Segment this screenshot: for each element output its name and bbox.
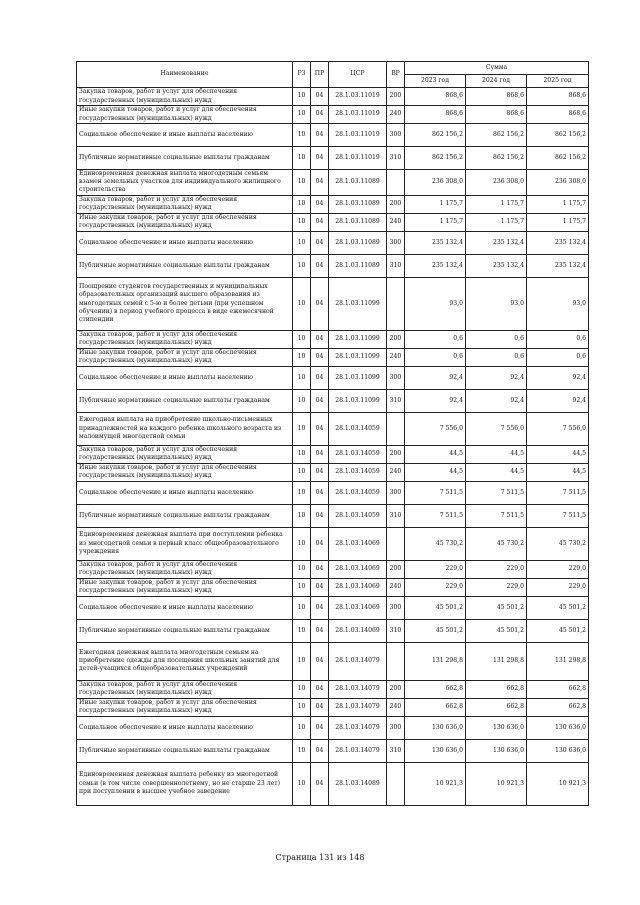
cell-v2025: 229,0: [527, 560, 589, 578]
cell-csr: 28.1.03.14059: [329, 463, 387, 481]
cell-name: Единовременная денежная выплата ребенку из многодетной семьи (в том числе совершеннолетнему, но не старше 23 лет) при поступлении в высшее учебное заведение: [77, 762, 293, 805]
cell-v2024: 44,5: [466, 445, 527, 463]
cell-csr: 28.1.03.11089: [329, 213, 387, 231]
cell-pr: 04: [311, 88, 329, 106]
header-csr: ЦСР: [329, 62, 387, 88]
cell-v2025: 229,0: [527, 578, 589, 596]
cell-vr: 240: [387, 463, 405, 481]
cell-name: Иные закупки товаров, работ и услуг для обеспечения государственных (муниципальных) нужд: [77, 698, 293, 716]
cell-name: Социальное обеспечение и иные выплаты населению: [77, 231, 293, 254]
table-row: [77, 698, 589, 716]
cell-pr: 04: [311, 254, 329, 277]
cell-name: Публичные нормативные социальные выплаты гражданам: [77, 147, 293, 170]
cell-csr: 28.1.03.14079: [329, 642, 387, 680]
cell-v2024: 0,6: [466, 330, 527, 348]
cell-v2025: 662,8: [527, 698, 589, 716]
cell-csr: 28.1.03.14079: [329, 739, 387, 762]
cell-name: Поощрение студентов государственных и муниципальных образовательных организаций высшего образования из многодетных семей с 5-ю и более детьми (при успешном обучении) в период учебного процесса в виде ежемесячной стипендии: [77, 277, 293, 330]
cell-v2025: 10 921,3: [527, 762, 589, 805]
table-row: [77, 504, 589, 527]
table-row: [77, 254, 589, 277]
cell-v2025: 45 501,2: [527, 596, 589, 619]
cell-name: Закупка товаров, работ и услуг для обеспечения государственных (муниципальных) нужд: [77, 445, 293, 463]
cell-v2025: 235 132,4: [527, 231, 589, 254]
table-row: [77, 147, 589, 170]
header-2023: 2023 год: [405, 75, 466, 88]
cell-pr: 04: [311, 762, 329, 805]
cell-csr: 28.1.03.11099: [329, 389, 387, 412]
cell-v2023: 662,8: [405, 698, 466, 716]
cell-vr: 200: [387, 88, 405, 106]
cell-v2023: 868,6: [405, 88, 466, 106]
cell-v2023: 93,0: [405, 277, 466, 330]
cell-v2023: 45 730,2: [405, 527, 466, 560]
table-row: [77, 527, 589, 560]
cell-pr: 04: [311, 504, 329, 527]
cell-v2023: 7 556,0: [405, 412, 466, 445]
cell-csr: 28.1.03.11099: [329, 277, 387, 330]
cell-v2024: 130 636,0: [466, 716, 527, 739]
cell-csr: 28.1.03.11099: [329, 348, 387, 366]
cell-name: Закупка товаров, работ и услуг для обеспечения государственных (муниципальных) нужд: [77, 88, 293, 106]
cell-name: Социальное обеспечение и иные выплаты населению: [77, 596, 293, 619]
cell-name: Публичные нормативные социальные выплаты гражданам: [77, 254, 293, 277]
header-rz: РЗ: [293, 62, 311, 88]
cell-name: Ежегодная денежная выплата многодетным семьям на приобретение одежды для посещения школьных занятий для детей-учащихся общеобразовательных учреждений: [77, 642, 293, 680]
cell-rz: 10: [293, 481, 311, 504]
cell-vr: 300: [387, 481, 405, 504]
cell-v2024: 7 556,0: [466, 412, 527, 445]
cell-v2023: 130 636,0: [405, 739, 466, 762]
cell-v2023: 44,5: [405, 445, 466, 463]
cell-v2024: 0,6: [466, 348, 527, 366]
cell-v2023: 45 501,2: [405, 596, 466, 619]
cell-rz: 10: [293, 389, 311, 412]
cell-rz: 10: [293, 106, 311, 124]
cell-csr: 28.1.03.11089: [329, 254, 387, 277]
table-header: [77, 62, 589, 88]
cell-v2024: 662,8: [466, 698, 527, 716]
cell-pr: 04: [311, 348, 329, 366]
table-row: [77, 195, 589, 213]
cell-pr: 04: [311, 147, 329, 170]
cell-v2023: 862 156,2: [405, 124, 466, 147]
cell-v2024: 92,4: [466, 366, 527, 389]
cell-name: Публичные нормативные социальные выплаты гражданам: [77, 619, 293, 642]
table-row: [77, 463, 589, 481]
table-row: [77, 88, 589, 106]
table-row: [77, 578, 589, 596]
cell-csr: 28.1.03.14059: [329, 445, 387, 463]
cell-rz: 10: [293, 527, 311, 560]
budget-table: [76, 61, 589, 806]
cell-name: Социальное обеспечение и иные выплаты населению: [77, 124, 293, 147]
cell-v2023: 92,4: [405, 366, 466, 389]
header-name: Наименование: [77, 62, 293, 88]
table-row: [77, 680, 589, 698]
cell-name: Иные закупки товаров, работ и услуг для обеспечения государственных (муниципальных) нужд: [77, 106, 293, 124]
table-row: [77, 619, 589, 642]
cell-name: Социальное обеспечение и иные выплаты населению: [77, 716, 293, 739]
cell-v2025: 862 156,2: [527, 124, 589, 147]
cell-v2024: 44,5: [466, 463, 527, 481]
cell-v2023: 235 132,4: [405, 231, 466, 254]
table-body: [77, 88, 589, 806]
cell-pr: 04: [311, 560, 329, 578]
cell-v2025: 7 556,0: [527, 412, 589, 445]
cell-vr: 300: [387, 716, 405, 739]
cell-v2024: 45 730,2: [466, 527, 527, 560]
table-row: [77, 412, 589, 445]
cell-name: Иные закупки товаров, работ и услуг для обеспечения государственных (муниципальных) нужд: [77, 578, 293, 596]
cell-v2024: 862 156,2: [466, 124, 527, 147]
cell-v2025: 0,6: [527, 348, 589, 366]
header-2025: 2025 год: [527, 75, 589, 88]
cell-pr: 04: [311, 481, 329, 504]
cell-v2024: 662,8: [466, 680, 527, 698]
cell-v2023: 131 298,8: [405, 642, 466, 680]
cell-vr: 200: [387, 680, 405, 698]
cell-rz: 10: [293, 213, 311, 231]
cell-pr: 04: [311, 527, 329, 560]
cell-v2025: 92,4: [527, 366, 589, 389]
cell-vr: 310: [387, 147, 405, 170]
cell-v2024: 1 175,7: [466, 213, 527, 231]
cell-v2024: 10 921,3: [466, 762, 527, 805]
cell-vr: 300: [387, 366, 405, 389]
cell-v2024: 131 298,8: [466, 642, 527, 680]
cell-v2023: 45 501,2: [405, 619, 466, 642]
cell-v2023: 229,0: [405, 560, 466, 578]
cell-rz: 10: [293, 412, 311, 445]
cell-v2025: 130 636,0: [527, 739, 589, 762]
cell-csr: 28.1.03.14069: [329, 596, 387, 619]
cell-pr: 04: [311, 106, 329, 124]
cell-v2025: 92,4: [527, 389, 589, 412]
cell-csr: 28.1.03.14069: [329, 619, 387, 642]
table-row: [77, 330, 589, 348]
cell-vr: 200: [387, 560, 405, 578]
cell-rz: 10: [293, 739, 311, 762]
cell-csr: 28.1.03.11019: [329, 88, 387, 106]
cell-v2025: 130 636,0: [527, 716, 589, 739]
cell-v2025: 1 175,7: [527, 213, 589, 231]
cell-v2024: 45 501,2: [466, 596, 527, 619]
cell-rz: 10: [293, 330, 311, 348]
header-sum: Сумма: [405, 62, 589, 75]
table-row: [77, 213, 589, 231]
cell-vr: 240: [387, 578, 405, 596]
cell-rz: 10: [293, 195, 311, 213]
cell-v2024: 862 156,2: [466, 147, 527, 170]
cell-v2025: 1 175,7: [527, 195, 589, 213]
cell-csr: 28.1.03.14059: [329, 481, 387, 504]
cell-name: Закупка товаров, работ и услуг для обеспечения государственных (муниципальных) нужд: [77, 330, 293, 348]
cell-name: Единовременная денежная выплата при поступлении ребенка из многодетной семьи в первый класс общеобразовательного учреждения: [77, 527, 293, 560]
cell-rz: 10: [293, 124, 311, 147]
cell-csr: 28.1.03.14079: [329, 680, 387, 698]
cell-vr: 310: [387, 254, 405, 277]
cell-v2024: 229,0: [466, 560, 527, 578]
cell-v2023: 130 636,0: [405, 716, 466, 739]
cell-pr: 04: [311, 463, 329, 481]
cell-pr: 04: [311, 698, 329, 716]
cell-csr: 28.1.03.14079: [329, 716, 387, 739]
cell-name: Иные закупки товаров, работ и услуг для обеспечения государственных (муниципальных) нужд: [77, 463, 293, 481]
cell-rz: 10: [293, 348, 311, 366]
cell-csr: 28.1.03.14079: [329, 698, 387, 716]
cell-v2025: 44,5: [527, 463, 589, 481]
cell-csr: 28.1.03.14059: [329, 504, 387, 527]
cell-csr: 28.1.03.11089: [329, 195, 387, 213]
table-row: [77, 642, 589, 680]
cell-v2023: 10 921,3: [405, 762, 466, 805]
cell-vr: 240: [387, 213, 405, 231]
cell-v2024: 868,6: [466, 106, 527, 124]
cell-pr: 04: [311, 277, 329, 330]
cell-rz: 10: [293, 642, 311, 680]
cell-v2025: 131 298,8: [527, 642, 589, 680]
table-row: [77, 348, 589, 366]
cell-csr: 28.1.03.14069: [329, 578, 387, 596]
cell-pr: 04: [311, 596, 329, 619]
cell-csr: 28.1.03.11099: [329, 366, 387, 389]
cell-vr: [387, 170, 405, 196]
cell-pr: 04: [311, 739, 329, 762]
cell-name: Публичные нормативные социальные выплаты гражданам: [77, 739, 293, 762]
cell-vr: 300: [387, 231, 405, 254]
cell-v2023: 44,5: [405, 463, 466, 481]
cell-vr: [387, 642, 405, 680]
cell-v2025: 0,6: [527, 330, 589, 348]
cell-v2024: 236 308,0: [466, 170, 527, 196]
cell-pr: 04: [311, 680, 329, 698]
cell-name: Ежегодная выплата на приобретение школьно-письменных принадлежностей на каждого ребенка школьного возраста из малоимущей многодетной семьи: [77, 412, 293, 445]
cell-csr: 28.1.03.14089: [329, 762, 387, 805]
cell-vr: 300: [387, 124, 405, 147]
cell-name: Публичные нормативные социальные выплаты гражданам: [77, 389, 293, 412]
table-row: [77, 596, 589, 619]
cell-csr: 28.1.03.11089: [329, 231, 387, 254]
table-row: [77, 366, 589, 389]
cell-v2025: 868,6: [527, 106, 589, 124]
cell-pr: 04: [311, 195, 329, 213]
cell-name: Единовременная денежная выплата многодетным семьям взамен земельных участков для индивидуального жилищного строительства: [77, 170, 293, 196]
cell-v2025: 44,5: [527, 445, 589, 463]
table-row: [77, 481, 589, 504]
table-row: [77, 716, 589, 739]
cell-vr: 300: [387, 596, 405, 619]
cell-vr: 200: [387, 195, 405, 213]
cell-rz: 10: [293, 578, 311, 596]
cell-csr: 28.1.03.14059: [329, 412, 387, 445]
cell-v2024: 235 132,4: [466, 254, 527, 277]
header-pr: ПР: [311, 62, 329, 88]
cell-v2023: 868,6: [405, 106, 466, 124]
cell-rz: 10: [293, 680, 311, 698]
cell-v2023: 92,4: [405, 389, 466, 412]
cell-rz: 10: [293, 445, 311, 463]
cell-pr: 04: [311, 213, 329, 231]
cell-rz: 10: [293, 463, 311, 481]
table-row: [77, 560, 589, 578]
cell-pr: 04: [311, 124, 329, 147]
cell-v2023: 0,6: [405, 330, 466, 348]
cell-name: Публичные нормативные социальные выплаты гражданам: [77, 504, 293, 527]
cell-v2024: 93,0: [466, 277, 527, 330]
table-row: [77, 277, 589, 330]
cell-rz: 10: [293, 147, 311, 170]
table-row: [77, 231, 589, 254]
cell-vr: 310: [387, 389, 405, 412]
cell-vr: [387, 527, 405, 560]
table-row: [77, 739, 589, 762]
cell-rz: 10: [293, 596, 311, 619]
cell-v2023: 662,8: [405, 680, 466, 698]
cell-vr: [387, 412, 405, 445]
cell-rz: 10: [293, 698, 311, 716]
cell-vr: 240: [387, 348, 405, 366]
cell-v2023: 1 175,7: [405, 213, 466, 231]
table-row: [77, 389, 589, 412]
cell-rz: 10: [293, 504, 311, 527]
cell-rz: 10: [293, 277, 311, 330]
cell-v2023: 236 308,0: [405, 170, 466, 196]
cell-v2025: 93,0: [527, 277, 589, 330]
cell-rz: 10: [293, 762, 311, 805]
cell-v2025: 662,8: [527, 680, 589, 698]
cell-v2023: 862 156,2: [405, 147, 466, 170]
table-row: [77, 106, 589, 124]
cell-v2024: 7 511,5: [466, 504, 527, 527]
cell-v2025: 236 308,0: [527, 170, 589, 196]
header-vr: ВР: [387, 62, 405, 88]
cell-v2025: 235 132,4: [527, 254, 589, 277]
header-2024: 2024 год: [466, 75, 527, 88]
page-number: Страница 131 из 148: [275, 853, 365, 862]
table-row: [77, 124, 589, 147]
cell-pr: 04: [311, 445, 329, 463]
cell-v2023: 0,6: [405, 348, 466, 366]
cell-pr: 04: [311, 330, 329, 348]
cell-pr: 04: [311, 412, 329, 445]
cell-v2024: 868,6: [466, 88, 527, 106]
cell-csr: 28.1.03.11099: [329, 330, 387, 348]
cell-v2024: 130 636,0: [466, 739, 527, 762]
cell-v2025: 45 501,2: [527, 619, 589, 642]
cell-rz: 10: [293, 88, 311, 106]
cell-csr: 28.1.03.11019: [329, 147, 387, 170]
cell-vr: 240: [387, 698, 405, 716]
cell-vr: 200: [387, 330, 405, 348]
cell-pr: 04: [311, 389, 329, 412]
cell-name: Социальное обеспечение и иные выплаты населению: [77, 366, 293, 389]
table-row: [77, 170, 589, 196]
cell-v2024: 92,4: [466, 389, 527, 412]
table-row: [77, 445, 589, 463]
cell-vr: 240: [387, 106, 405, 124]
cell-vr: 310: [387, 739, 405, 762]
cell-name: Иные закупки товаров, работ и услуг для обеспечения государственных (муниципальных) нужд: [77, 348, 293, 366]
cell-pr: 04: [311, 231, 329, 254]
cell-v2023: 7 511,5: [405, 481, 466, 504]
cell-v2023: 7 511,5: [405, 504, 466, 527]
cell-csr: 28.1.03.14069: [329, 560, 387, 578]
cell-vr: 200: [387, 445, 405, 463]
cell-pr: 04: [311, 170, 329, 196]
cell-vr: [387, 277, 405, 330]
cell-vr: 310: [387, 619, 405, 642]
cell-name: Иные закупки товаров, работ и услуг для обеспечения государственных (муниципальных) нужд: [77, 213, 293, 231]
cell-name: Закупка товаров, работ и услуг для обеспечения государственных (муниципальных) нужд: [77, 680, 293, 698]
cell-pr: 04: [311, 716, 329, 739]
cell-v2025: 862 156,2: [527, 147, 589, 170]
cell-csr: 28.1.03.11019: [329, 124, 387, 147]
cell-v2024: 7 511,5: [466, 481, 527, 504]
cell-v2025: 868,6: [527, 88, 589, 106]
cell-rz: 10: [293, 619, 311, 642]
cell-name: Закупка товаров, работ и услуг для обеспечения государственных (муниципальных) нужд: [77, 195, 293, 213]
cell-rz: 10: [293, 366, 311, 389]
cell-v2024: 45 501,2: [466, 619, 527, 642]
cell-v2025: 45 730,2: [527, 527, 589, 560]
cell-rz: 10: [293, 254, 311, 277]
cell-name: Закупка товаров, работ и услуг для обеспечения государственных (муниципальных) нужд: [77, 560, 293, 578]
cell-rz: 10: [293, 231, 311, 254]
cell-csr: 28.1.03.11019: [329, 106, 387, 124]
cell-name: Социальное обеспечение и иные выплаты населению: [77, 481, 293, 504]
cell-v2023: 229,0: [405, 578, 466, 596]
cell-vr: [387, 762, 405, 805]
cell-rz: 10: [293, 716, 311, 739]
cell-v2024: 235 132,4: [466, 231, 527, 254]
cell-rz: 10: [293, 560, 311, 578]
cell-pr: 04: [311, 642, 329, 680]
cell-pr: 04: [311, 578, 329, 596]
cell-csr: 28.1.03.14069: [329, 527, 387, 560]
cell-v2025: 7 511,5: [527, 481, 589, 504]
cell-v2024: 1 175,7: [466, 195, 527, 213]
cell-pr: 04: [311, 619, 329, 642]
cell-v2024: 229,0: [466, 578, 527, 596]
table-row: [77, 762, 589, 805]
cell-v2025: 7 511,5: [527, 504, 589, 527]
cell-pr: 04: [311, 366, 329, 389]
cell-vr: 310: [387, 504, 405, 527]
cell-csr: 28.1.03.11089: [329, 170, 387, 196]
cell-v2023: 235 132,4: [405, 254, 466, 277]
cell-v2023: 1 175,7: [405, 195, 466, 213]
cell-rz: 10: [293, 170, 311, 196]
